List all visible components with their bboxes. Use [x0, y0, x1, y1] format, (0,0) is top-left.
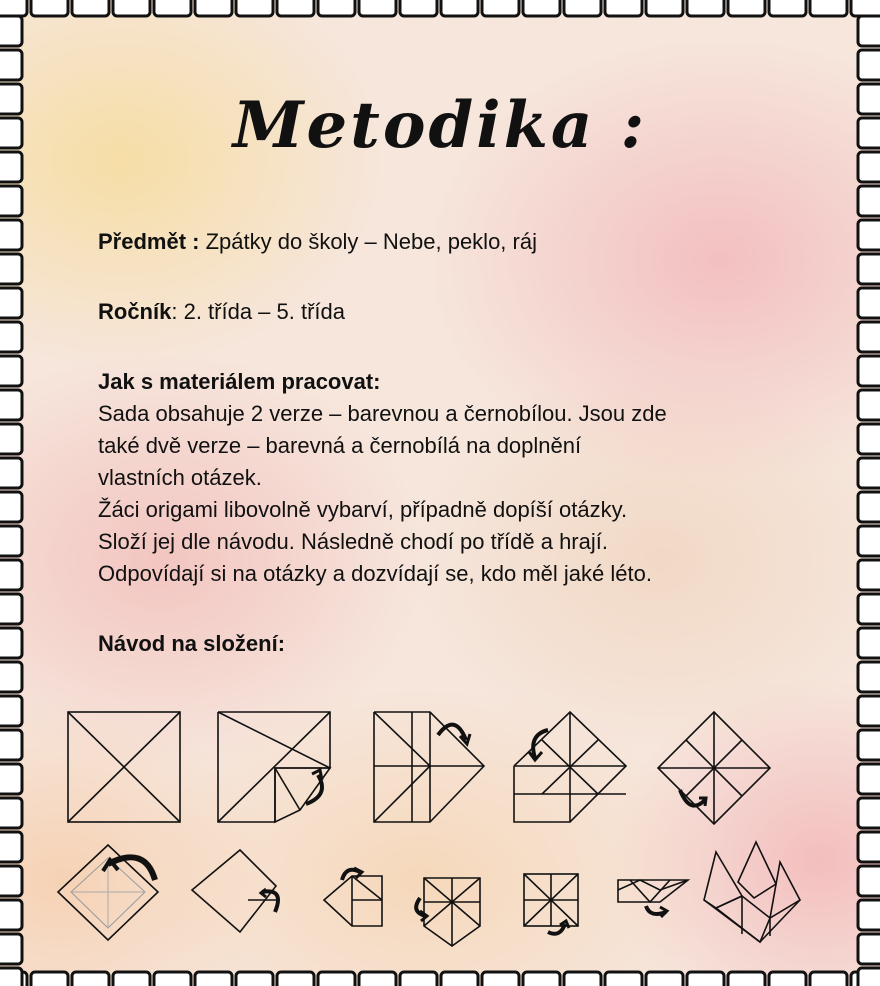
fold-step-12-fortune-teller [704, 842, 800, 942]
material-line: Složí jej dle návodu. Následně chodí po třídě a hrají. [98, 529, 608, 554]
subject-value: Zpátky do školy – Nebe, peklo, ráj [199, 229, 537, 254]
fold-step-9 [416, 878, 480, 946]
page-title: Metodika : [232, 88, 648, 163]
grade-value: : 2. třída – 5. třída [171, 299, 346, 324]
fold-step-3 [374, 712, 484, 822]
material-line: Sada obsahuje 2 verze – barevnou a černobílou. Jsou zde [98, 401, 667, 426]
material-line: Odpovídají si na otázky a dozvídají se, kdo měl jaké léto. [98, 561, 652, 586]
material-line: Žáci origami libovolně vybarví, případně dopíší otázky. [98, 497, 628, 522]
fold-step-8 [324, 868, 382, 926]
material-line: vlastních otázek. [98, 465, 262, 490]
material-heading: Jak s materiálem pracovat: [98, 369, 381, 394]
material-line: také dvě verze – barevná a černobílá na doplnění [98, 433, 582, 458]
subject-label: Předmět : [98, 229, 200, 254]
fold-step-4 [514, 712, 626, 822]
fold-step-2 [218, 712, 330, 822]
fold-step-10 [524, 874, 578, 934]
fold-step-11 [618, 880, 688, 917]
fold-step-7 [192, 850, 278, 932]
grade-label: Ročník [98, 299, 172, 324]
fold-step-1 [68, 712, 180, 822]
fold-step-6 [58, 845, 158, 940]
instructions-heading: Návod na složení: [98, 631, 286, 656]
fold-step-5 [658, 712, 770, 824]
